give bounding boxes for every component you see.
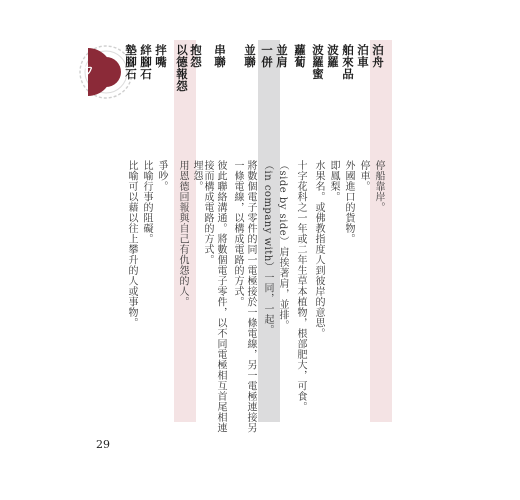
entry-definition: 外國進口的貨物。 [343,160,354,244]
entry-definition: 十字花科之一年或二年生草本植物，根部肥大，可食。 [295,160,306,412]
entry-term: 串聯 [213,44,227,68]
entry-term: 泊舟 [371,44,385,68]
entry-term: 泊車 [356,44,370,68]
entry-definition: 一條電線，以構成電路的方式。 [232,160,243,307]
page-number: 29 [96,438,110,451]
entry-definition: 比喻行事的阻礙。 [141,160,152,244]
entry-definition: 彼此聯絡溝通。將數個電子零件，以不同電極相互首尾相連 [215,160,226,433]
entry-definition: （side by side）肩挨著肩，並排。 [277,160,288,331]
entry-term: 舶來品 [341,44,355,80]
entry-term: 以德報怨 [175,44,189,92]
entry-definition: 停船靠岸。 [373,160,384,213]
entry-term: 蘿蔔 [293,44,307,68]
section-glyph: ㄅ [81,62,95,77]
entry-term: 抱怨 [189,44,203,68]
entry-term: 波羅 [326,44,340,68]
entry-term: 並肩 [275,44,289,68]
entry-term: 並聯 [243,44,257,68]
entry-definition: 比喻可以藉以往上攀升的人或事物。 [126,160,137,328]
entry-definition: 埋怨。 [191,160,202,192]
entry-definition: 爭吵。 [156,160,167,192]
entry-term: 一併 [260,44,274,68]
entry-term: 墊腳石 [124,44,138,80]
entry-definition: 將數個電子零件的同一電極接於一條電線，另一電極連接另 [245,160,256,433]
entry-definition: 停車。 [358,160,369,192]
entry-term: 拌嘴 [154,44,168,68]
entry-definition: 即鳳梨。 [328,160,339,202]
entry-definition: 水果名。或佛教指度人到彼岸的意思。 [313,160,324,339]
entry-term: 絆腳石 [139,44,153,80]
entry-term: 波羅蜜 [311,44,325,80]
entry-definition: 接而構成電路的方式。 [202,160,213,265]
entry-definition: 用恩德回報與自己有仇怨的人。 [177,160,188,307]
entry-definition: （in company with）一同，一起。 [262,160,273,336]
highlight-band [370,40,392,422]
